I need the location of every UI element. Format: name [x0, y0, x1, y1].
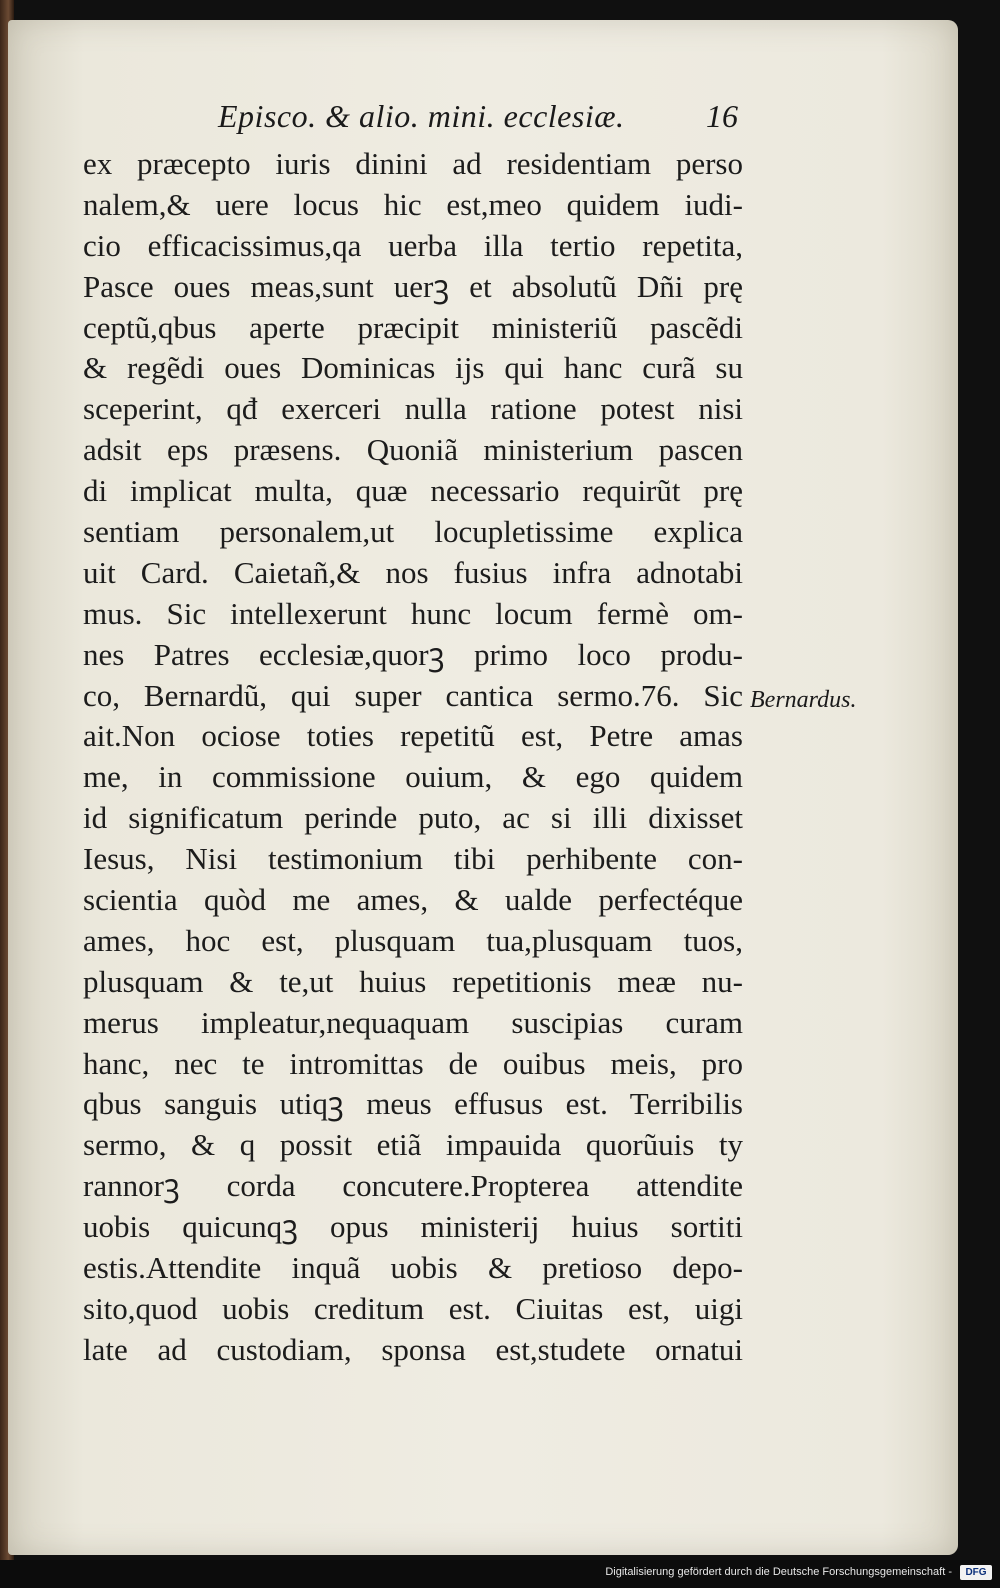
- text-line: scientia quòd me ames, & ualde perfectéque: [83, 882, 743, 918]
- text-line: mus. Sic intellexerunt hunc locum fermè om-: [83, 595, 743, 631]
- book-page: [8, 20, 958, 1555]
- marginal-note: Bernardus.: [750, 687, 857, 713]
- dfg-logo: DFG: [960, 1565, 992, 1580]
- text-line: plusquam & te,ut huius repetitionis meæ nu-: [83, 963, 743, 999]
- text-line: id significatum perinde puto, ac si illi dixisset: [83, 800, 743, 836]
- text-line: nalem,& uere locus hic est,meo quidem iudi-: [83, 186, 743, 222]
- text-line: ex præcepto iuris dinini ad residentiam perso: [83, 146, 743, 181]
- text-line: sceperint, qđ exerceri nulla ratione potest nisi: [83, 391, 743, 427]
- text-line: di implicat multa, quæ necessario requirũt prę: [83, 473, 743, 509]
- funding-credit: Digitalisierung gefördert durch die Deutsche Forschungsgemeinschaft -: [605, 1566, 952, 1578]
- text-line: & regẽdi oues Dominicas ijs qui hanc curã su: [83, 350, 743, 386]
- text-line: uit Card. Caietañ,& nos fusius infra adnotabi: [83, 554, 743, 590]
- text-line: Pasce oues meas,sunt uerꝫ et absolutũ Dñi prę: [83, 268, 743, 304]
- text-line: qbus sanguis utiqꝫ meus effusus est. Terribilis: [83, 1086, 743, 1122]
- text-line: nes Patres ecclesiæ,quorꝫ primo loco produ-: [83, 636, 743, 672]
- page-header: [218, 98, 738, 148]
- text-line: sito,quod uobis creditum est. Ciuitas est, uigi: [83, 1290, 743, 1326]
- body-text: [83, 144, 743, 1371]
- text-line: sentiam personalem,ut locupletissime explica: [83, 514, 743, 550]
- text-line: estis.Attendite inquã uobis & pretioso depo-: [83, 1250, 743, 1286]
- text-line: ames, hoc est, plusquam tua,plusquam tuos,: [83, 922, 743, 958]
- text-line: cio efficacissimus,qa uerba illa tertio repetita,: [83, 227, 743, 263]
- text-line: adsit eps præsens. Quoniã ministerium pascen: [83, 432, 743, 468]
- text-line: uobis quicunqꝫ opus ministerij huius sortiti: [83, 1209, 743, 1245]
- text-line: late ad custodiam, sponsa est,studete ornatui: [83, 1331, 743, 1367]
- text-line: Iesus, Nisi testimonium tibi perhibente con-: [83, 841, 743, 877]
- text-line: rannorꝫ corda concutere.Propterea attendite: [83, 1168, 743, 1204]
- text-line: ait.Non ociose toties repetitũ est, Petre amas: [83, 718, 743, 754]
- text-line: sermo, & q possit etiã impauida quorũuis ty: [83, 1127, 743, 1163]
- text-line: co, Bernardũ, qui super cantica sermo.76. Sic: [83, 677, 743, 713]
- running-head: Episco. & alio. mini. ecclesiæ.: [218, 98, 625, 134]
- footer-bar: [0, 1560, 1000, 1588]
- text-line: merus impleatur,nequaquam suscipias curam: [83, 1004, 743, 1040]
- text-line: ceptũ,qbus aperte præcipit ministeriũ pascẽdi: [83, 309, 743, 345]
- folio-number: 16: [706, 98, 738, 134]
- text-line: hanc, nec te intromittas de ouibus meis, pro: [83, 1045, 743, 1081]
- text-line: me, in commissione ouium, & ego quidem: [83, 759, 743, 795]
